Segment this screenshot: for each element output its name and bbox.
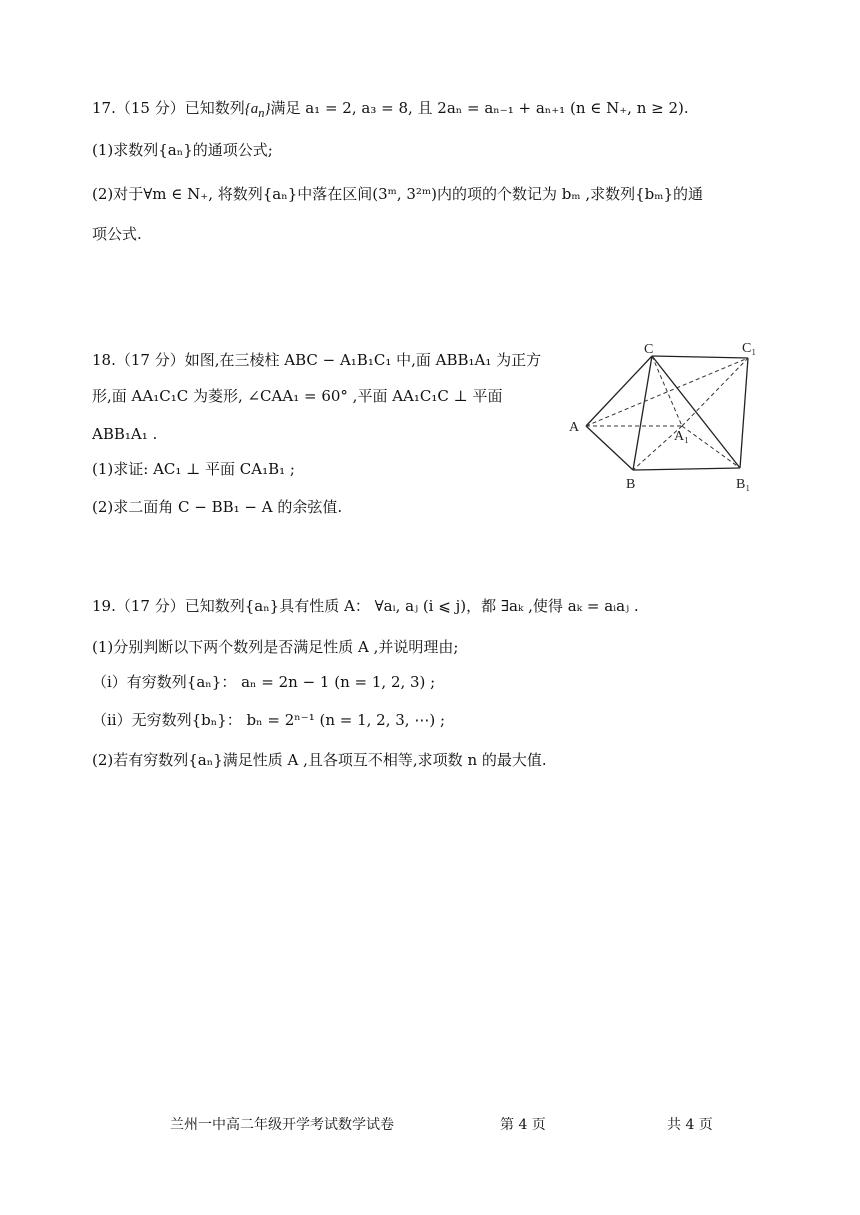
prism-figure bbox=[560, 336, 780, 496]
q18-line1: 18.（17 分）如图,在三棱柱 ABC − A₁B₁C₁ 中,面 ABB₁A₁ 为正方 bbox=[92, 351, 542, 369]
label-A: A bbox=[569, 420, 580, 435]
q19-sub-i: （i）有穷数列{aₙ}： aₙ = 2n − 1 (n = 1, 2, 3) ; bbox=[92, 673, 436, 691]
q17-line1: 17.（15 分）已知数列$\{a_n\}$满足 a₁ = 2, a₃ = 8, 且 2aₙ = aₙ₋₁ + aₙ₊₁ (n ∈ N₊, n ≥ 2). bbox=[92, 99, 689, 120]
q19-part2: (2)若有穷数列{aₙ}满足性质 A ,且各项互不相等,求项数 n 的最大值. bbox=[92, 751, 547, 769]
footer-page: 第 4 页 bbox=[500, 1117, 546, 1133]
label-B: B bbox=[626, 477, 636, 492]
q18-part1: (1)求证: AC₁ ⊥ 平面 CA₁B₁ ; bbox=[92, 460, 295, 478]
q17-part1: (1)求数列{aₙ}的通项公式; bbox=[92, 141, 273, 159]
edge-BB1 bbox=[633, 468, 740, 470]
edge-CB1 bbox=[652, 356, 740, 468]
label-C: C bbox=[644, 342, 654, 357]
q18-part2: (2)求二面角 C − BB₁ − A 的余弦值. bbox=[92, 498, 343, 516]
label-A1: A₁ bbox=[674, 429, 689, 444]
q19-sub-ii: （ii）无穷数列{bₙ}： bₙ = 2ⁿ⁻¹ (n = 1, 2, 3, ⋯) ; bbox=[92, 711, 445, 729]
edge-CA1 bbox=[652, 356, 682, 426]
edge-CC1 bbox=[652, 356, 748, 358]
label-B1: B₁ bbox=[736, 477, 751, 492]
q17-part2-cont: 项公式. bbox=[92, 225, 142, 243]
q19-line1: 19.（17 分）已知数列{aₙ}具有性质 A： ∀aᵢ, aⱼ (i ⩽ j)，都 ∃aₖ ,使得 aₖ = aᵢaⱼ . bbox=[92, 597, 639, 615]
edge-AB bbox=[586, 426, 633, 470]
q18-line3: ABB₁A₁ . bbox=[92, 425, 158, 443]
q19-part1: (1)分别判断以下两个数列是否满足性质 A ,并说明理由; bbox=[92, 638, 459, 656]
footer-title: 兰州一中高二年级开学考试数学试卷 bbox=[170, 1117, 394, 1133]
q17-part2: (2)对于∀m ∈ N₊, 将数列{aₙ}中落在区间(3ᵐ, 3²ᵐ)内的项的个数记为 bₘ ,求数列{bₘ}的通 bbox=[92, 185, 703, 203]
q18-line2: 形,面 AA₁C₁C 为菱形, ∠CAA₁ = 60° ,平面 AA₁C₁C ⊥ 平面 bbox=[92, 387, 503, 405]
footer-total: 共 4 页 bbox=[667, 1117, 713, 1133]
edge-C1B1 bbox=[740, 358, 748, 468]
edge-A1B1 bbox=[682, 426, 740, 468]
label-C1: C₁ bbox=[742, 341, 757, 356]
edge-A1C1 bbox=[682, 358, 748, 426]
